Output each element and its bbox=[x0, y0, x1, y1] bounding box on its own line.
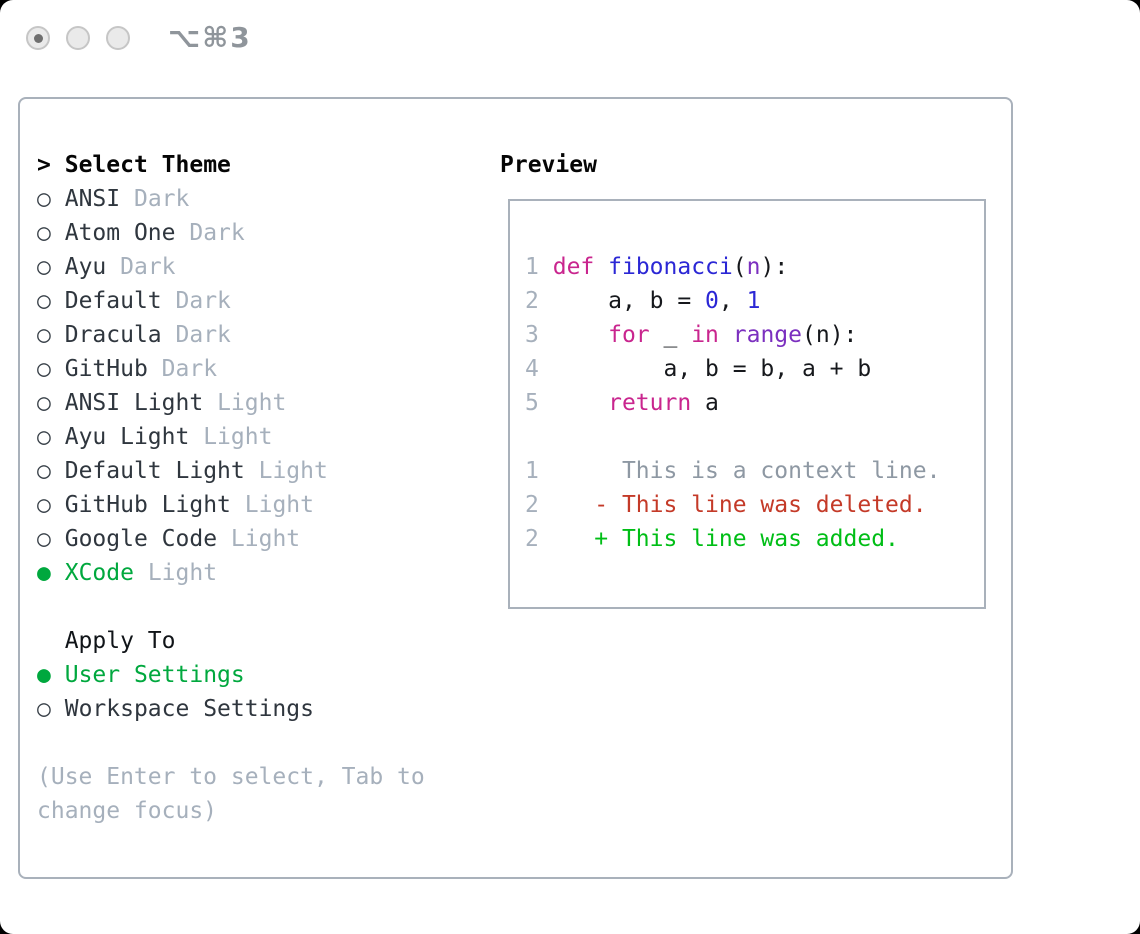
line-number: 3 bbox=[525, 322, 539, 348]
code-token-pl: a bbox=[691, 390, 719, 416]
theme-variant: Dark bbox=[175, 322, 231, 348]
help-text: change focus) bbox=[37, 798, 218, 824]
theme-variant: Dark bbox=[133, 186, 190, 212]
radio-icon: ○ bbox=[37, 186, 51, 212]
theme-option-atom-one-dark[interactable] bbox=[37, 216, 425, 250]
diff-context-line bbox=[525, 454, 940, 488]
theme-option-dracula-dark[interactable] bbox=[37, 318, 425, 352]
theme-variant: Light bbox=[258, 458, 328, 484]
radio-icon: ○ bbox=[37, 424, 51, 450]
diff-deleted-line bbox=[525, 488, 940, 522]
line-number: 2 bbox=[525, 492, 539, 518]
select-theme-header bbox=[37, 148, 425, 182]
code-line-5 bbox=[525, 386, 940, 420]
theme-variant: Light bbox=[244, 492, 314, 518]
line-number: 1 bbox=[525, 254, 539, 280]
window-shortcut-hint: ⌥⌘3 bbox=[168, 21, 252, 54]
radio-icon: ○ bbox=[37, 458, 51, 484]
code-token-add: + This line was added. bbox=[538, 526, 899, 552]
code-token-kw: def bbox=[552, 254, 595, 280]
code-token-pl: (n): bbox=[802, 322, 858, 348]
list-spacer bbox=[37, 590, 425, 624]
code-token-pl: _ bbox=[649, 322, 692, 348]
theme-variant: Light bbox=[230, 526, 301, 552]
code-token-pl bbox=[539, 254, 553, 280]
code-line-2 bbox=[525, 284, 940, 318]
code-token-pr: n bbox=[746, 254, 761, 280]
code-token-fn: fibonacci bbox=[608, 254, 733, 280]
code-line-1 bbox=[525, 250, 940, 284]
radio-icon: ○ bbox=[37, 492, 51, 518]
prompt-icon: > bbox=[37, 152, 51, 178]
theme-option-default-dark[interactable] bbox=[37, 284, 425, 318]
theme-option-ayu-light-light[interactable] bbox=[37, 420, 425, 454]
theme-variant: Dark bbox=[120, 254, 176, 280]
code-token-kw: return bbox=[608, 390, 692, 416]
code-line-3 bbox=[525, 318, 940, 352]
radio-selected-icon: ● bbox=[37, 662, 51, 688]
line-number: 5 bbox=[525, 390, 539, 416]
apply-to-title: Apply To bbox=[37, 628, 176, 654]
theme-option-ayu-dark[interactable] bbox=[37, 250, 425, 284]
code-token-kw: in bbox=[691, 322, 719, 348]
theme-label: Ayu bbox=[64, 254, 107, 280]
radio-icon: ○ bbox=[37, 356, 51, 382]
theme-label: Default bbox=[64, 288, 162, 314]
theme-label: GitHub Light bbox=[64, 492, 231, 518]
code-token-pl bbox=[539, 390, 608, 416]
theme-option-ansi-light-light[interactable] bbox=[37, 386, 425, 420]
radio-icon: ○ bbox=[37, 220, 51, 246]
diff-added-line bbox=[525, 522, 940, 556]
apply-option-workspace-settings[interactable] bbox=[37, 692, 425, 726]
theme-variant: Dark bbox=[161, 356, 218, 382]
code-token-ctx: This is a context line. bbox=[538, 458, 941, 484]
radio-icon: ○ bbox=[37, 696, 51, 722]
radio-selected-icon: ● bbox=[37, 560, 51, 586]
theme-option-github-dark[interactable] bbox=[37, 352, 425, 386]
apply-option-user-settings[interactable] bbox=[37, 658, 425, 692]
code-token-pl: , bbox=[718, 288, 747, 314]
list-spacer bbox=[37, 726, 425, 760]
help-text-line-1 bbox=[37, 760, 425, 794]
theme-picker-panel bbox=[18, 97, 1013, 879]
theme-label: Default Light bbox=[64, 458, 245, 484]
preview-title: Preview bbox=[500, 152, 597, 178]
theme-variant: Light bbox=[147, 560, 218, 586]
theme-list bbox=[37, 148, 425, 828]
code-preview bbox=[525, 250, 940, 556]
radio-icon: ○ bbox=[37, 390, 51, 416]
code-token-num: 0 bbox=[705, 288, 719, 314]
theme-label: Atom One bbox=[64, 220, 176, 246]
line-number: 4 bbox=[525, 356, 539, 382]
code-token-pl bbox=[594, 254, 608, 280]
theme-variant: Dark bbox=[189, 220, 245, 246]
apply-option-label: User Settings bbox=[64, 662, 245, 688]
theme-option-ansi-dark[interactable] bbox=[37, 182, 425, 216]
help-text: (Use Enter to select, Tab to bbox=[37, 764, 425, 790]
radio-icon: ○ bbox=[37, 254, 51, 280]
code-token-pl: ( bbox=[732, 254, 747, 280]
code-line-4 bbox=[525, 352, 940, 386]
code-token-pl: a, b = b, a + b bbox=[538, 356, 872, 382]
traffic-light-zoom-icon[interactable] bbox=[106, 26, 130, 50]
code-token-pl bbox=[539, 322, 608, 348]
theme-variant: Dark bbox=[175, 288, 231, 314]
theme-label: GitHub bbox=[64, 356, 148, 382]
theme-label: XCode bbox=[64, 560, 134, 586]
code-token-kw: for bbox=[608, 322, 650, 348]
theme-label: ANSI Light bbox=[64, 390, 204, 416]
help-text-line-2 bbox=[37, 794, 425, 828]
apply-option-label: Workspace Settings bbox=[64, 696, 314, 722]
theme-option-default-light-light[interactable] bbox=[37, 454, 425, 488]
theme-label: ANSI bbox=[64, 186, 121, 212]
select-theme-title: Select Theme bbox=[64, 152, 231, 178]
radio-icon: ○ bbox=[37, 526, 51, 552]
titlebar bbox=[0, 0, 1140, 70]
radio-icon: ○ bbox=[37, 322, 51, 348]
theme-variant: Light bbox=[203, 424, 273, 450]
code-spacer bbox=[525, 420, 940, 454]
line-number: 2 bbox=[525, 288, 539, 314]
code-token-num: 1 bbox=[746, 288, 761, 314]
apply-to-header bbox=[37, 624, 425, 658]
line-number: 1 bbox=[525, 458, 539, 484]
code-token-pl: ): bbox=[760, 254, 789, 280]
radio-icon: ○ bbox=[37, 288, 51, 314]
theme-label: Google Code bbox=[64, 526, 218, 552]
code-token-pl: a, b = bbox=[538, 288, 706, 314]
traffic-light-minimize-icon[interactable] bbox=[66, 26, 90, 50]
theme-variant: Light bbox=[217, 390, 287, 416]
traffic-light-close-icon[interactable] bbox=[26, 26, 50, 50]
theme-option-github-light-light[interactable] bbox=[37, 488, 425, 522]
theme-option-google-code-light[interactable] bbox=[37, 522, 425, 556]
theme-label: Dracula bbox=[64, 322, 162, 348]
code-token-pr: range bbox=[732, 322, 803, 348]
theme-option-xcode-light[interactable] bbox=[37, 556, 425, 590]
theme-label: Ayu Light bbox=[64, 424, 190, 450]
code-token-del: - This line was deleted. bbox=[538, 492, 927, 518]
line-number: 2 bbox=[525, 526, 539, 552]
preview-pane bbox=[508, 199, 986, 609]
code-token-pl bbox=[719, 322, 733, 348]
